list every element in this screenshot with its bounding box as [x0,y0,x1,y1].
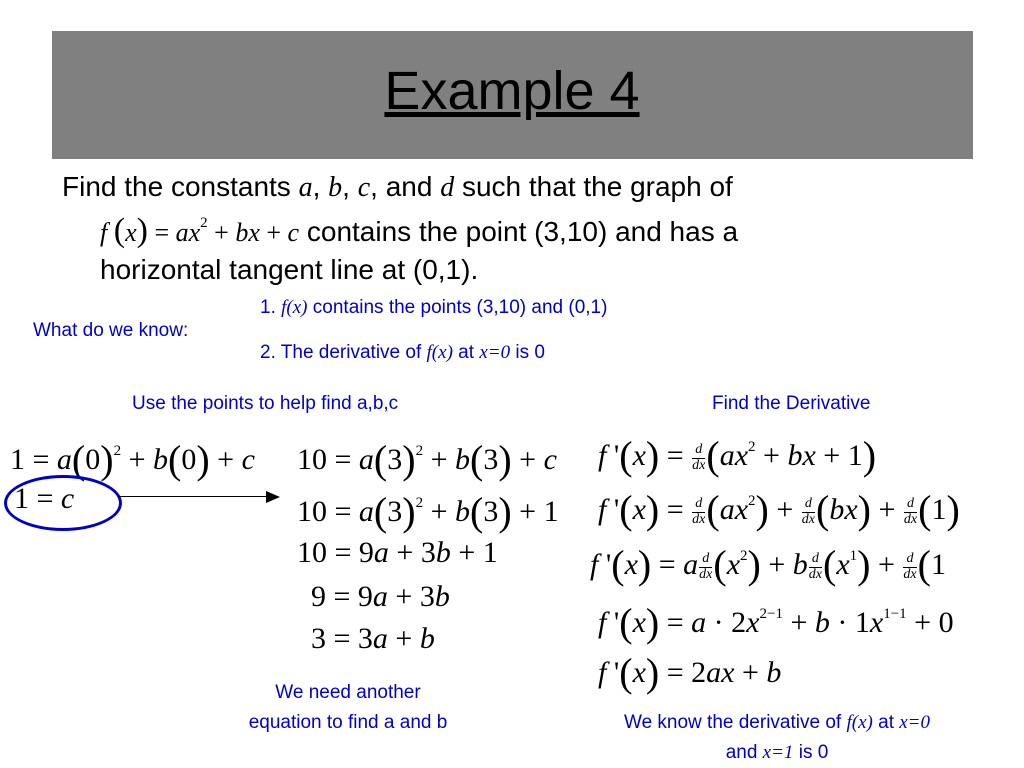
derivative-step-4: f '$(x) = a \cdot 2x^{2-1} + b \cdot 1x^{1-1} + 0$ [598,600,954,645]
left-heading: Use the points to help find a,b,c [132,393,399,414]
problem-line-1: Find the constants a, b, c, and d such that the graph of [62,171,733,203]
equation-point-3-10: $10 = a(3)^2 + b(3) + c$ [297,437,557,482]
equation-3: 3 = 3a + b [311,622,435,655]
derivative-step-3: f '(x) = a $\frac{d}{dx}$ $(x^2) + b$ $\frac{d}{dx}$ $(x^1)$ + $\frac{d}{dx}$ (1 [590,542,946,587]
equation-simplified: 10 = 9a + 3b + 1 [297,536,498,569]
know-item-1: 1. f(x) contains the points (3,10) and (0,1) [260,297,608,318]
slide-title: Example 4 [384,61,640,121]
right-heading: Find the Derivative [712,393,871,414]
arrow-right-icon [266,491,280,503]
left-note: We need another equation to find a and b [248,682,448,733]
know-item-2: 2. The derivative of f(x) at x=0 is 0 [260,342,545,363]
right-note: We know the derivative of f(x) at x=0 and x=1 is 0 [623,712,931,763]
problem-line-3: horizontal tangent line at (0,1). [100,254,479,285]
derivative-step-2: f '(x) = $\frac{d}{dx}$ $(ax^2)$ + $\frac{d}{dx}$ (bx) + $\frac{d}{dx}$ (1) [598,487,960,532]
know-label: What do we know: [33,320,189,341]
equation-9: 9 = 9a + 3b [311,580,450,613]
derivative-result: f '(x) = 2ax + b [598,650,782,695]
equation-substituted: $10 = a(3)^2 + b(3) + 1$ [297,489,559,534]
equation-point-0-1: $1 = a(0)^2 + b(0) + c$ [10,437,255,482]
arrow-line [118,496,268,497]
function-definition: f $(x) = ax^2$ + bx + c [100,212,300,249]
derivative-step-1: f '(x) = $\frac{d}{dx}$ ($ax^2$ + bx + 1) [598,433,877,478]
equation-c-equals-1: 1 = c [14,482,75,515]
problem-line-2: f $(x) = ax^2$ + bx + c contains the point (3,10) and has a [100,212,739,249]
